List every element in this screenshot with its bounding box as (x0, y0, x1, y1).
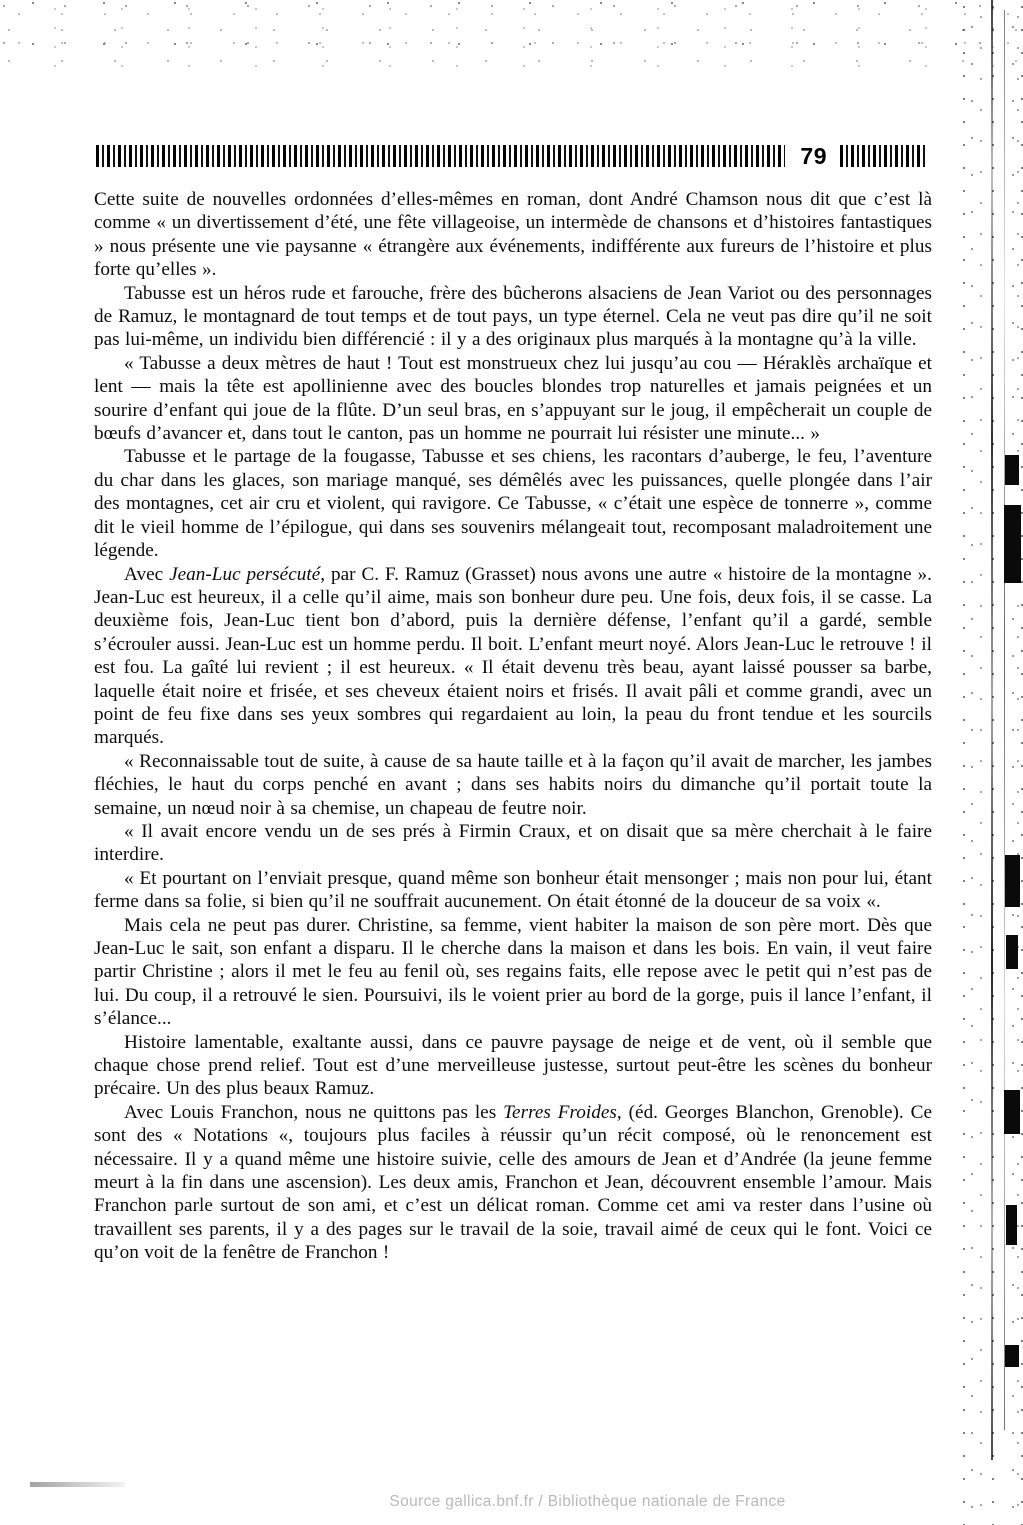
paragraph-text: « Il avait encore vendu un de ses prés à Firmin Craux, et on disait que sa mère cherchait à le faire interdire. (94, 820, 932, 866)
paragraph-text: Cette suite de nouvelles ordonnées d’elles-mêmes en roman, dont André Chamson nous dit que c’est là comme « un divertissement d’été, une fête villageoise, un intermède de chansons et d’histoires fantastiques » nous présente une vie paysanne « étrangère aux événements, indifférente aux fureurs de l’histoire et plus forte qu’elles ». (94, 189, 932, 281)
book-title: Terres Froides (503, 1101, 617, 1123)
paragraph (94, 282, 932, 352)
paragraph-text: « Reconnaissable tout de suite, à cause de sa haute taille et à la façon qu’il avait de marcher, les jambes fléchies, le haut du corps penché en avant ; dans ses habits noirs du dimanche qu’il portait toute la semaine, un nœud noir à sa chemise, un chapeau de feutre noir. (94, 750, 932, 819)
ink-blot (1005, 1345, 1019, 1367)
source-attribution: Source gallica.bnf.fr / Bibliothèque nationale de France (389, 1493, 786, 1510)
ink-blot (1006, 935, 1018, 969)
paragraph-text: Avec Louis Franchon, nous ne quittons pas les (124, 1101, 504, 1123)
scan-noise-right-edge (959, 0, 1023, 1525)
paragraph (94, 867, 932, 914)
barcode-rule-left-icon (96, 145, 785, 167)
page-footer (0, 1493, 1023, 1511)
page-binding-edge-line (991, 0, 993, 1460)
ink-blot (1005, 855, 1020, 907)
book-title: Jean-Luc persécuté (169, 563, 321, 585)
paragraph (94, 563, 932, 750)
ink-blot (1004, 1090, 1020, 1134)
paragraph (94, 445, 932, 562)
paragraph-text: , par C. F. Ramuz (Grasset) nous avons une autre « histoire de la montagne ». Jean-Luc est heureux, il a celle qu’il aime, mais son bonheur dure peu. Une fois, deux fois, il se casse. La deuxième fois, Jean-Luc tient bon d’abord, puis la dernière défense, l’enfant qu’il a gardé, semble s’écrouler aussi. Jean-Luc est un homme perdu. Il boit. L’enfant meurt noyé. Alors Jean-Luc le retrouve ! il est fou. La gaîté lui revient ; il est heureux. « Il était devenu très beau, ayant laissé pousser sa barbe, laquelle était noire et frisée, et ses cheveux étaient noirs et frisés. Il avait pâli et comme grandi, avec un point de feu fixe dans ses yeux sombres qui regardaient au loin, la peau du front tendue et les sourcils marqués. (94, 563, 932, 749)
page-binding-edge-line-secondary (1004, 10, 1005, 1430)
scan-smudge-bottom-left (30, 1482, 125, 1487)
page-header (96, 144, 928, 168)
paragraph-text: Histoire lamentable, exaltante aussi, dans ce pauvre paysage de neige et de vent, où il semble que chaque chose prend relief. Tout est d’une merveilleuse justesse, surtout peut-être les scènes du bonheur précaire. Un des plus beaux Ramuz. (94, 1031, 932, 1100)
paragraph (94, 820, 932, 867)
paragraph-text: « Tabusse a deux mètres de haut ! Tout est monstrueux chez lui jusqu’au cou — Héraklès archaïque et lent — mais la tête est apollinienne avec des boucles blondes trop naturelles et jamais peignées et un sourire d’enfant qui joue de la flûte. D’un seul bras, en s’appuyant sur le joug, il empêcherait un couple de bœufs d’avancer et, dans tout le canton, pas un homme ne pourrait lui résister une minute... » (94, 352, 932, 445)
page-number: 79 (800, 143, 827, 169)
paragraph (94, 188, 932, 282)
paragraph-text: Mais cela ne peut pas durer. Christine, sa femme, vient habiter la maison de son père mort. Dès que Jean-Luc le sait, son enfant a disparu. Il le cherche dans la maison et dans les bois. En vain, il veut faire partir Christine ; alors il met le feu au fenil où, ses regains faits, elle repose avec le petit qui n’est pas de lui. Du coup, il a retrouvé le sien. Poursuivi, ils le voient prier au bord de la gorge, puis il lance l’enfant, il s’élance... (94, 914, 932, 1030)
paragraph (94, 1101, 932, 1265)
paragraph (94, 1031, 932, 1101)
barcode-rule-right-icon (840, 145, 928, 167)
paragraph (94, 352, 932, 446)
scan-noise-top-edge (0, 0, 1023, 70)
ink-blot (1004, 505, 1021, 583)
paragraph-text: , (éd. Georges Blanchon, Grenoble). Ce sont des « Notations «, toujours plus faciles à réussir qu’un récit composé, où le renoncement est nécessaire. Il y a quand même une histoire suivie, celle des amours de Jean et d’Andrée (la jeune femme meurt à la fin dans une ascension). Les deux amis, Franchon et Jean, découvrent ensemble l’amour. Mais Franchon parle surtout de son ami, et c’est un délicat roman. Comme cet ami va rester dans l’usine où travaillent ses parents, il y a des pages sur le travail de la soie, travail aimé de ceux qui le font. Voici ce qu’on voit de la fenêtre de Franchon ! (94, 1101, 932, 1264)
ink-blot (1005, 455, 1019, 485)
page-body (94, 188, 932, 1265)
paragraph (94, 914, 932, 1031)
paragraph-text: Tabusse est un héros rude et farouche, frère des bûcherons alsaciens de Jean Variot ou des personnages de Ramuz, le montagnard de tout temps et de tout pays, un type éternel. Cela ne veut pas dire qu’il ne soit pas lui-même, un individu bien différencié : il y a des originaux plus marqués à la montagne qu’à la ville. (94, 282, 932, 351)
paragraph (94, 750, 932, 820)
ink-blot (1006, 1205, 1017, 1245)
paragraph-text: « Et pourtant on l’enviait presque, quand même son bonheur était mensonger ; mais non pour lui, étant ferme dans sa folie, si bien qu’il ne souffrait aucunement. On était étonné de la douceur de sa voix «. (94, 867, 932, 913)
paragraph-text: Tabusse et le partage de la fougasse, Tabusse et ses chiens, les racontars d’auberge, le feu, l’aventure du char dans les glaces, son mariage manqué, ses démêlés avec les puissances, quelle plongée dans l’air des montagnes, cet air cru et violent, qui ravigore. Ce Tabusse, « c’était une espèce de tonnerre », comme dit le vieil homme de l’épilogue, qui dans ses souvenirs mélangeait tout, recomposant maladroitement une légende. (94, 446, 932, 562)
paragraph-text: Avec (124, 563, 170, 585)
